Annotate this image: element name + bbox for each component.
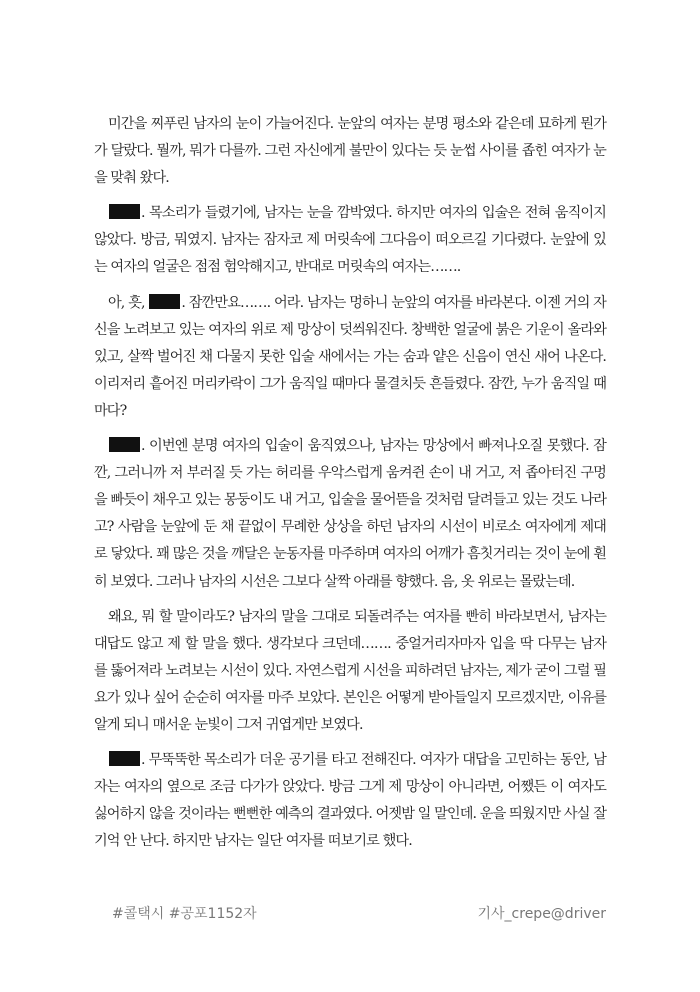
paragraph — [94, 433, 606, 596]
paragraph-text: . 잠깐만요……. 어라. 남자는 멍하니 눈앞의 여자를 바라본다. 이젠 거의 자신을 노려보고 있는 여자의 위로 제 망상이 덧씌워진다. 창백한 얼굴에 붉은 기운이 올라와 있고, 살짝 벌어진 채 다물지 못한 입술 새에서는 가는 숨과 얕은 신음이 연신 새어 나온다. 이리저리 흩어진 머리카락이 그가 움직일 때마다 물결치듯 흔들렸다. 잠깐, 누가 움직일 때마다? — [94, 294, 606, 419]
paragraph — [94, 200, 606, 281]
paragraph-text: . 목소리가 들렸기에, 남자는 눈을 깜박였다. 하지만 여자의 입술은 전혀 움직이지 않았다. 방금, 뭐였지. 남자는 잠자코 제 머릿속에 그다음이 떠오르길 기다렸다. 눈앞에 있는 여자의 얼굴은 점점 험악해지고, 반대로 머릿속의 여자는……. — [94, 205, 606, 276]
paragraph — [94, 290, 606, 425]
redaction-block — [149, 294, 180, 309]
hashtags: #콜택시 #공포1152자 — [112, 906, 257, 922]
redaction-block — [109, 751, 140, 766]
story-text — [94, 111, 606, 855]
paragraph-text: 아, 흣, — [108, 294, 149, 311]
author-credit: 기사_crepe@driver — [477, 906, 606, 922]
paragraph-text: 왜요, 뭐 할 말이라도? 남자의 말을 그대로 되돌려주는 여자를 빤히 바라보면서, 남자는 대답도 않고 제 할 말을 했다. 생각보다 크던데……. 중얼거리자마자 입을 딱 다무는 남자를 뚫어져라 노려보는 시선이 있다. 자연스럽게 시선을 피하려던 남자는, 제가 굳이 그럴 필요가 있나 싶어 순순히 여자를 마주 보았다. 본인은 어떻게 받아들일지 모르겠지만, 이유를 알게 되니 매서운 눈빛이 그저 귀엽게만 보였다. — [94, 608, 606, 733]
redaction-block — [109, 204, 140, 219]
paragraph — [94, 747, 606, 855]
paragraph-text: . 이번엔 분명 여자의 입술이 움직였으나, 남자는 망상에서 빠져나오질 못했다. 잠깐, 그러니까 저 부러질 듯 가는 허리를 우악스럽게 움켜쥔 손이 내 거고, 저 좁아터진 구멍을 빠듯이 채우고 있는 몽둥이도 내 거고, 입술을 물어뜯을 것처럼 달려들고 있는 것도 나라고? 사람을 눈앞에 둔 채 끝없이 무례한 상상을 하던 남자의 시선이 비로소 여자에게 제대로 닿았다. 꽤 많은 것을 깨달은 눈동자를 마주하며 여자의 어깨가 흠칫거리는 것이 눈에 훤히 보였다. 그러나 남자의 시선은 그보다 살짝 아래를 향했다. 음, 옷 위로는 몰랐는데. — [94, 438, 606, 590]
paragraph-text: 미간을 찌푸린 남자의 눈이 가늘어진다. 눈앞의 여자는 분명 평소와 같은데 묘하게 뭔가가 달랐다. 뭘까, 뭐가 다를까. 그런 자신에게 불만이 있다는 듯 눈썹 사이를 좁힌 여자가 눈을 맞춰 왔다. — [94, 116, 606, 187]
paragraph-text: . 무뚝뚝한 목소리가 더운 공기를 타고 전해진다. 여자가 대답을 고민하는 동안, 남자는 여자의 옆으로 조금 다가가 앉았다. 방금 그게 제 망상이 아니라면, 어쨌든 이 여자도 싫어하지 않을 것이라는 뻔뻔한 예측의 결과였다. 어젯밤 일 말인데. 운을 띄웠지만 사실 잘 기억 안 난다. 하지만 남자는 일단 여자를 떠보기로 했다. — [94, 752, 606, 850]
redaction-block — [109, 437, 140, 452]
page-footer — [112, 903, 606, 927]
paragraph — [94, 111, 606, 192]
paragraph — [94, 604, 606, 739]
